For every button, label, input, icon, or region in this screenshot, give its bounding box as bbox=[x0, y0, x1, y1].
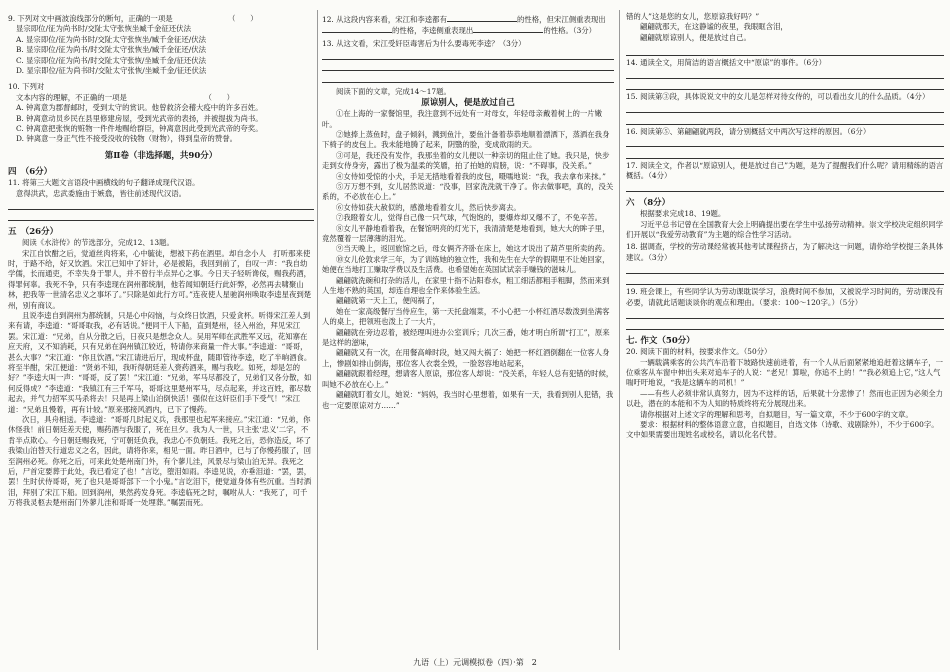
q10-option-b: B. 钟离意动员乡民在县里修建房屋，受到光武帝的表扬，并被提拔为尚书。 bbox=[16, 113, 263, 123]
section-5-intro: 阅读《水浒传》的节选部分，完成12、13题。 bbox=[22, 238, 174, 248]
article-para-7: ⑦我瞪着女儿，觉得自己像一只气球，气饱饱的，要爆炸却又爆不了，不免辛苦。 bbox=[336, 213, 603, 223]
article-para-17: 翩翩就盯着女儿，她说：“妈妈，我当时心里想着，如果有一天，我看到别人犯错，我也一定要原谅对方……” bbox=[322, 390, 614, 410]
section-6-intro: 根据要求完成18、19题。 bbox=[640, 209, 726, 219]
article-para-4: ④女侍如受惊的小犬，手足无措地看着我的皮包，嗫嚅地说：“我，我去拿布来抹。” bbox=[336, 171, 606, 181]
q14-answer-line-2[interactable] bbox=[626, 80, 944, 91]
article-para-14: 翩翩就在旁边忍着，被经理叫进办公室训斥；几次三番，她才明白所谓“打工”，原来是这样的滋味， bbox=[322, 327, 610, 348]
q10-stem-2: 文本内容的理解，不正确的一项是 （ ） bbox=[16, 92, 235, 102]
article-para-10: ⑩女儿伦敦求学三年，为了训练她的独立性，我和先生在大学的假期里不让她回家，她便在当地打工赚取学费以及生活费。也希望她在英国试试亲手赚钱的滋味儿。 bbox=[322, 254, 610, 275]
q17-answer-line-1[interactable] bbox=[626, 182, 944, 193]
q20-stem: 20. 阅读下面的材料，按要求作文。（50分） bbox=[626, 347, 772, 357]
q9-quote: 显宗即位/征为尚书时/交阯太守张恢坐臧千金征还伏法 bbox=[16, 24, 191, 34]
q18-answer-line-2[interactable] bbox=[626, 275, 944, 286]
page-footer: 九语（上）元调模拟卷（四）·第 2 bbox=[413, 657, 537, 667]
q9-stem: 9. 下列对文中画波浪线部分的断句，正确的一项是 （ ） bbox=[8, 14, 258, 23]
q16-answer-line-1[interactable] bbox=[626, 137, 944, 148]
q16-answer-line-2[interactable] bbox=[626, 148, 944, 159]
q9-option-d: D. 显宗即位/征为尚书时/交阯太守张恢/坐臧千金/征还伏法 bbox=[16, 66, 207, 76]
material-para-1: 一辆载满乘客的公共汽车沿着下坡路快速前进着，有一个人从后面紧紧地追赶着这辆车子，一位乘客从车窗中伸出头来对追车子的人说：“老兄！算啦，你追不上的！”“我必须追上它，”这人气喘吁吁地说，“我是这辆车的司机！” bbox=[626, 357, 944, 388]
q10-option-c: C. 钟离意把张恢的赃物一件件地赐给群臣，钟离意因此受到光武帝的夸奖。 bbox=[16, 124, 263, 134]
q11-stem: 11. 将第三大题文言语段中画横线的句子翻译成现代汉语。 bbox=[8, 178, 200, 188]
article-para-13: 她在一家高级餐厅当侍应生，第一天托盘端菜，不小心把一小杯红酒尽数泼到坐满客人的桌上，把领班也泼上了一大片， bbox=[322, 306, 610, 327]
q13-answer-line-3[interactable] bbox=[322, 72, 614, 83]
part2-heading: 第Ⅱ卷（非选择题，共90分） bbox=[104, 150, 218, 161]
q16-stem: 16. 阅读第⑤、第翩翩就两段，请分别概括文中两次写这样的原因。（6分） bbox=[626, 126, 871, 136]
article-continued-1: 错的人”这是您的女儿，您原谅我好吗？” bbox=[626, 12, 760, 21]
article-para-3: ③可是，我还没有发作，我那坐着的女儿便以一种亲切的阻止住了她。我只是，快步走到女侍身旁，露出了极为温柔的笑靥，拍了拍她的肩膀，说：“不碍事，没关系。” bbox=[322, 150, 610, 171]
q10-option-d: D. 钟离意一身正气性不接受没收的钱物（财物），得到皇帝的赞誉。 bbox=[16, 134, 237, 144]
q14-pre-line[interactable] bbox=[626, 45, 944, 56]
q13-answer-line-2[interactable] bbox=[322, 61, 614, 72]
column-divider-1 bbox=[317, 10, 318, 650]
article-para-6: ⑥女侍如获大赦似的，感激地看着女儿，然后快步离去。 bbox=[336, 202, 521, 212]
section-4-heading: 四 （6分） bbox=[8, 167, 53, 178]
article-title: 原谅别人，便是放过自己 bbox=[421, 98, 515, 109]
section-7-heading: 七. 作文（50分） bbox=[626, 336, 695, 347]
q19-answer-line-2[interactable] bbox=[626, 320, 944, 331]
q18-stem: 18. 据调查，学校的劳动课经常被其他考试课程挤占，为了解决这一问题，请你给学校提三条具体建议。（3分） bbox=[626, 242, 944, 262]
q11-answer-line-1[interactable] bbox=[8, 199, 314, 210]
reading-intro: 阅读下面的文章，完成14～17题。 bbox=[336, 86, 451, 96]
q9-option-b: B. 显宗即位/征为尚书/时交阯太守张恢坐/臧千金征还/伏法 bbox=[16, 45, 207, 55]
q12-line-1: 12. 从这段内容来看，宋江和李逵都有 的性格，但宋江侧重表现出 bbox=[322, 15, 606, 24]
q14-answer-line-1[interactable] bbox=[626, 68, 944, 79]
article-para-12: 翩翩就第一天上工，便闯祸了， bbox=[336, 296, 440, 306]
material-para-3: 请你根据对上述文字的理解和思考，自拟题目，写一篇文章，不少于600字的文章。 bbox=[640, 409, 913, 419]
right-column bbox=[626, 12, 944, 652]
article-continued-3: 翩翩就原谅别人，便是放过自己。 bbox=[640, 32, 751, 42]
article-para-5: ⑤万万想不到，女儿居然说道：“没事，回家洗洗就干净了。你去做事吧，真的，没关系的，不必放在心上。” bbox=[322, 181, 614, 202]
passage-paragraph-2: 且说李逵自到润州为都统制，只是心中闷恼，与众终日饮酒，只爱贪杯。听得宋江差人到来有请，李逵道：“哥哥取我，必有话说。”便同干人下船，直到楚州，径入州治，拜见宋江罢。宋江道：“兄弟，自从分散之后，日夜只是想念众人。吴用军师在武胜军又远，花知寨在应天府，又不知消耗，只有兄弟在润州镇江较近，特请你来商量一件大事。”李逵道：“哥哥，甚么大事？”宋江道：“你且饮酒。”宋江请进后厅，现成杯盘，随即管待李逵，吃了半晌酒食。将至半酣，宋江便道：“贤弟不知，我听得朝廷差人赍药酒来，赐与我吃。如死，却是怎的好？”李逵大叫一声：“哥哥，反了罢！”宋江道：“兄弟，军马尽都没了，兄弟们又各分散，如何反得成？”李逵道：“我镇江有三千军马，哥哥这里楚州军马，尽点起来，并这百姓，都尽数起去，并气力招军买马杀将去！只是再上梁山泊倒快活！强似在这奸臣们手下受气！”宋江道：“兄弟且慢着，再有计较。”原来那接风酒内，已下了慢药。 bbox=[8, 310, 312, 414]
article-para-16: 翩翩就跟着经理，想请客人原谅，那位客人却说：“没关系，年轻人总有犯错的时候，叫她不必放在心上。” bbox=[322, 369, 614, 389]
section-6-text: 习近平总书记曾在全国教育大会上明确提出要在学生中弘扬劳动精神。崇文学校决定组织同学们开展以“我爱劳动教育”为主题的综合性学习活动。 bbox=[626, 219, 944, 240]
article-para-11: 翩翩就洗碗和打杂的活儿，在家里十指不沾阳春水，粗工细活都粗手粗脚，然而来到人生地不熟的英国，却连自理也全作来体验生活。 bbox=[322, 275, 610, 296]
article-para-2: ②她捧上蒸鱼时，盘子倾斜，溅到鱼汁，要鱼汁备着恭恭地顺着漂洒下，蒸洒在我身下椅子的皮包上。我未能地腾了起来，阴翳的脸，变成欲雨的天。 bbox=[322, 129, 610, 150]
section-5-heading: 五 （26分） bbox=[8, 227, 59, 238]
article-para-15: 翩翩就又有一次，在用餐高峰时段，她又闯大祸了：她把一杯红酒倒翻在一位客人身上，惨剧如排山倒海，那位客人衣裳全毁，一脸怒容地站起来， bbox=[322, 348, 610, 368]
section-6-heading: 六 （8分） bbox=[626, 198, 671, 209]
essay-requirements: 要求：根据材料的整体语意立意，自拟题目，自选文体（诗歌、戏剧除外），不少于600字。文中如果需要出现姓名或校名，请以化名代替。 bbox=[626, 419, 939, 440]
q19-stem: 19. 班会课上，有些同学认为劳动课耽误学习，浪费时间不参加，又被说学习时间的，劳动课没有必要，请就此话题谈谈你的观点和理由。（要求：100～120字。）（5分） bbox=[626, 287, 944, 307]
q13-stem: 13. 从这文看，宋江受奸臣毒害后为什么要毒死李逵？（3分） bbox=[322, 38, 526, 48]
q18-answer-line-1[interactable] bbox=[626, 263, 944, 274]
q14-stem: 14. 通读全文，用简洁的语言概括文中“原谅”的事件。（6分） bbox=[626, 57, 827, 67]
q13-answer-line-1[interactable] bbox=[322, 49, 614, 60]
q19-answer-line-1[interactable] bbox=[626, 308, 944, 319]
article-para-1: ①在上海的一家餐馆里，我注意到不远处有一对母女，年轻母亲戴着树上的一片嫩叶。 bbox=[322, 109, 603, 129]
q15-stem: 15. 阅读第③段，具体说说文中的女儿是怎样对待女侍的，可以看出女儿的什么品质。（4分） bbox=[626, 92, 930, 102]
passage-paragraph-1: 宋江自饮酣之后，觉道丝肉将来，心中毓徒，想被下药在酒里。却自念小人 打听那来使时，于路不给，好又饮酒。宋江已知中了奸计，必是被陷，我回到前了，自叹一声：“我自幼学儒，长而通吏，不幸失身于罪人，并不曾行半点异心之事。今日天子轻听谗佞，赐我药酒，得罪何辜。我死不争，只有李逵现在润州都统制，他若闻知朝廷行此奸弊，必然再去啸聚山林，把我等一世清名忠义之事坏了。”只除是如此行方可。”连夜使人星驰润州唤取李逵星夜到楚州，别有商议。 bbox=[8, 248, 312, 310]
q9-option-c: C. 显宗即位/征为尚书/时交阯太守张恢/坐臧千金/征还伏法 bbox=[16, 55, 207, 65]
middle-column bbox=[322, 12, 614, 652]
article-para-8: ⑧女儿平静地看着我，在餐馆明亮的灯光下，我清清楚楚地看到，她大大的眸子里，竟然覆着一层薄薄的泪光。 bbox=[322, 223, 610, 243]
article-continued-2: 翩翩就那天，在这静谧的夜里，我眼眶含泪， bbox=[640, 22, 788, 32]
q15-answer-line-2[interactable] bbox=[626, 114, 944, 125]
q11-answer-line-2[interactable] bbox=[8, 211, 314, 222]
q10-stem: 10. 下列对 bbox=[8, 82, 45, 92]
q9-option-a: A. 显宗即位/征为尚书时/交阯太守张恢坐/臧千金征还/伏法 bbox=[16, 34, 206, 44]
q17-stem: 17. 阅读全文，作者以“原谅别人，便是放过自己”为题，是为了提醒我们什么呢？请用精练的语言概括。（4分） bbox=[626, 160, 944, 181]
article-para-9: ⑨当天晚上，返回旅馆之后，母女俩齐齐卧在床上，她这才说出了葫芦里所卖的药。 bbox=[336, 244, 610, 254]
left-column bbox=[8, 12, 314, 652]
column-divider-2 bbox=[619, 10, 620, 650]
q15-answer-line-1[interactable] bbox=[626, 103, 944, 114]
q12-line-2: 的性格，李逵侧重表现出 的性格。（3分） bbox=[322, 25, 614, 36]
q10-option-a: A. 钟离意为郡督邮时，受到太守的赏识。他曾救济会稽大疫中的许多百姓。 bbox=[16, 103, 263, 113]
passage-paragraph-3: 次日，具舟相送。李逵道：“哥哥几时起义兵，我那里也起军来接应。”宋江道：“兄弟，你休怪我！前日朝廷差天使，赐药酒与我服了，死在旦夕。我为人一世，只主张‘忠义’二字，不肯半点欺心。今日朝廷赐我死，宁可朝廷负我，我忠心不负朝廷。我死之后，恐你造反，坏了我梁山泊替天行道忠义之名，因此，请将你来，相见一面。昨日酒中，已与了你慢药服了，回至润州必死。你死之后，可来此处楚州南门外，有个蓼儿洼，风景尽与梁山泊无异。我死之后，尸首定要葬于此处，我已看定了也！”言讫，堕泪如雨。李逵见说，亦垂泪道：“罢，罢，罢！生时伏侍哥哥，死了也只是哥哥部下一个小鬼。”言讫泪下，便觉道身体有些沉重。当时洒泪，拜别了宋江下船。回到润州，果然药发身死。李逵临死之时，嘱咐从人：“我死了，可千万将我灵柩去楚州南门外蓼儿洼和哥哥一处埋葬。”嘱罢而死。 bbox=[8, 415, 312, 508]
material-para-2: ——有些人必须非常认真努力，因为不这样的话，后果就十分悲惨了！然而也正因为必须全力以赴，潜在的本能和不为人知的特质终将充分展现出来。 bbox=[626, 388, 944, 409]
q11-sentence: 意得洪武，忠武委施由于嫉翕，皆往前述现代汉语。 bbox=[16, 188, 186, 198]
